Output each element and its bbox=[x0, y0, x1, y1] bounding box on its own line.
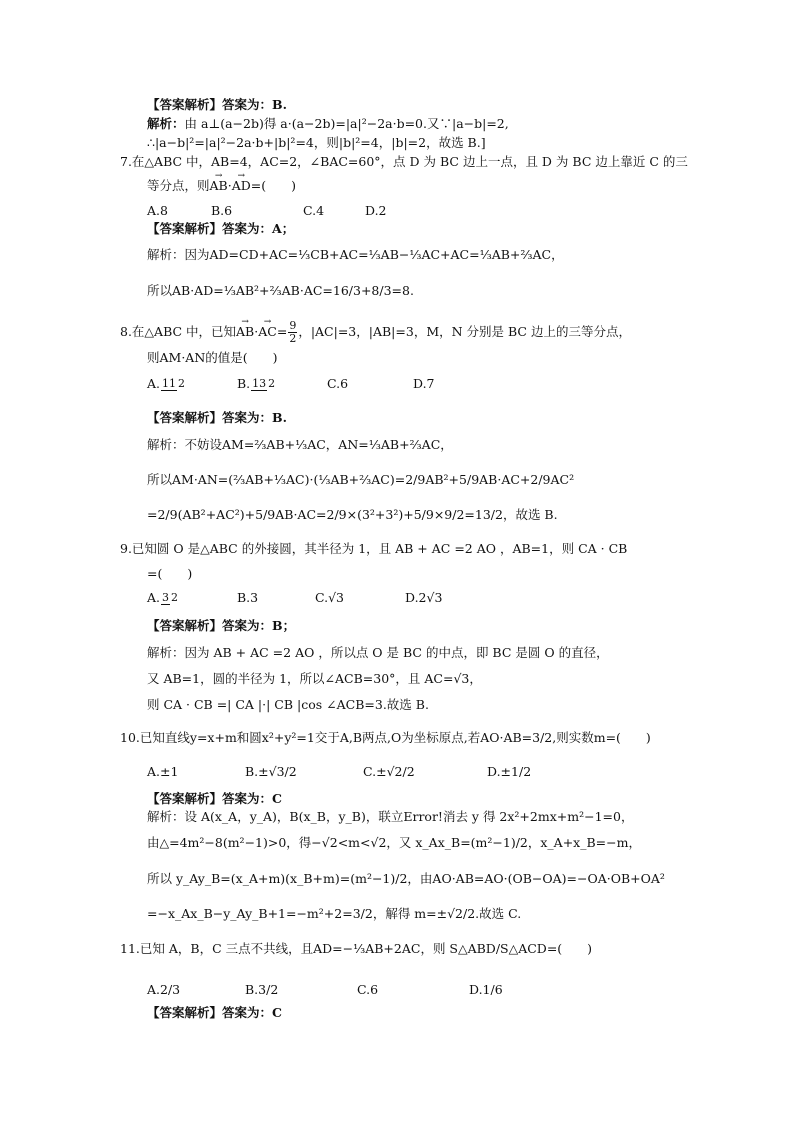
answer-label-q9: 【答案解析】答案为：B； bbox=[147, 618, 296, 633]
solution-line: 解析：因为 AB + AC =2 AO ，所以点 O 是 BC 的中点，即 BC 是圆 O 的直径， bbox=[147, 645, 609, 660]
option-c: C.4 bbox=[303, 203, 325, 218]
option-a: A.2/3 bbox=[147, 982, 181, 997]
option-a bbox=[147, 376, 237, 392]
solution-prefix: 解析： bbox=[147, 116, 185, 131]
question-10-options bbox=[147, 764, 531, 780]
option-b: B.3 bbox=[237, 590, 259, 605]
solution-line bbox=[147, 116, 509, 132]
dot-operator: · bbox=[227, 178, 232, 193]
question-9-stem-cont: =( ) bbox=[147, 566, 193, 581]
numerator: 11 bbox=[162, 377, 177, 390]
answer-label-q11: 【答案解析】答案为：C bbox=[147, 1005, 282, 1020]
numerator: 13 bbox=[252, 377, 267, 390]
option-d: D.2 bbox=[365, 203, 387, 218]
option-d: D.2√3 bbox=[405, 590, 443, 605]
fraction bbox=[251, 378, 276, 391]
option-b bbox=[237, 376, 327, 392]
denominator: 2 bbox=[178, 377, 186, 390]
question-10-stem: 10.已知直线y=x+m和圆x²+y²=1交于A,B两点,O为坐标原点,若AO·AB=3/2,则实数m=( ) bbox=[120, 730, 651, 745]
option-label: B. bbox=[237, 376, 251, 391]
question-8-stem-cont: 则AM·AN的值是( ) bbox=[147, 350, 278, 365]
stem-text: 8.在△ABC 中，已知 bbox=[120, 324, 237, 339]
option-label: A. bbox=[147, 590, 161, 605]
vector-ac: → AC bbox=[258, 324, 277, 340]
denominator: 2 bbox=[268, 377, 276, 390]
stem-text: 等分点，则 bbox=[147, 178, 210, 193]
question-7-stem-cont bbox=[147, 178, 296, 194]
answer-label-q8: 【答案解析】答案为：B. bbox=[147, 410, 287, 425]
solution-line: 由△=4m²−8(m²−1)>0，得−√2<m<√2，又 x_Ax_B=(m²−1)/2，x_A+x_B=−m， bbox=[147, 835, 641, 850]
solution-line: 所以AB·AD=⅓AB²+⅔AB·AC=16/3+8/3=8. bbox=[147, 283, 414, 298]
question-11-stem: 11.已知 A，B，C 三点不共线，且AD=−⅓AB+2AC，则 S△ABD/S△ACD=( ) bbox=[120, 941, 593, 956]
option-c: C.6 bbox=[357, 982, 379, 997]
answer-label-q10: 【答案解析】答案为：C bbox=[147, 791, 282, 806]
option-label: A. bbox=[147, 376, 161, 391]
solution-line: 又 AB=1，圆的半径为 1，所以∠ACB=30°，且 AC=√3， bbox=[147, 671, 482, 686]
question-11-options bbox=[147, 982, 503, 998]
answer-label-q7: 【答案解析】答案为：A； bbox=[147, 221, 295, 236]
fraction bbox=[161, 378, 186, 391]
option-a bbox=[147, 590, 237, 606]
solution-line: 解析：因为AD=CD+AC=⅓CB+AC=⅓AB−⅓AC+AC=⅓AB+⅔AC， bbox=[147, 247, 564, 262]
option-d: D.7 bbox=[413, 376, 435, 391]
dot-operator: · bbox=[254, 324, 259, 339]
option-b: B.6 bbox=[211, 203, 233, 218]
option-d: D.±1/2 bbox=[487, 764, 532, 779]
solution-line: 则 CA · CB =| CA |·| CB |cos ∠ACB=3.故选 B. bbox=[147, 697, 429, 712]
question-7-stem: 7.在△ABC 中，AB=4，AC=2，∠BAC=60°，点 D 为 BC 边上一点，且 D 为 BC 边上靠近 C 的三 bbox=[120, 154, 688, 169]
denominator: 2 bbox=[289, 332, 297, 345]
solution-line: 所以AM·AN=(⅔AB+⅓AC)·(⅓AB+⅔AC)=2/9AB²+5/9AB·AC+2/9AC² bbox=[147, 472, 575, 487]
option-c: C.±√2/2 bbox=[363, 764, 415, 779]
option-d: D.1/6 bbox=[469, 982, 503, 997]
stem-text: =( ) bbox=[250, 178, 297, 193]
solution-line: 所以 y_Ay_B=(x_A+m)(x_B+m)=(m²−1)/2，由AO·AB=AO·(OB−OA)=−OA·OB+OA² bbox=[147, 871, 665, 886]
stem-text: ，|AC|=3，|AB|=3，M，N 分别是 BC 边上的三等分点， bbox=[298, 324, 631, 339]
numerator: 3 bbox=[162, 591, 170, 604]
fraction bbox=[288, 320, 297, 345]
solution-line: 解析：不妨设AM=⅔AB+⅓AC，AN=⅓AB+⅔AC， bbox=[147, 437, 453, 452]
solution-text: 由 a⊥(a−2b)得 a·(a−2b)=|a|²−2a·b=0.又∵|a−b|=2, bbox=[184, 116, 509, 131]
question-9-options bbox=[147, 590, 442, 606]
vector-ab: → AB bbox=[210, 178, 228, 194]
question-9-stem: 9.已知圆 O 是△ABC 的外接圆，其半径为 1，且 AB + AC =2 AO ，AB=1，则 CA · CB bbox=[120, 541, 628, 556]
question-8-options bbox=[147, 376, 435, 392]
solution-line: =2/9(AB²+AC²)+5/9AB·AC=2/9×(3²+3²)+5/9×9/2=13/2，故选 B. bbox=[147, 507, 558, 522]
option-c: C.6 bbox=[327, 376, 349, 391]
option-a: A.±1 bbox=[147, 764, 179, 779]
vector-ad: → AD bbox=[232, 178, 251, 194]
option-b: B.3/2 bbox=[245, 982, 279, 997]
question-8-stem bbox=[120, 320, 631, 345]
solution-line: ∴|a−b|²=|a|²−2a·b+|b|²=4，则|b|²=4，|b|=2，故选 B.] bbox=[147, 135, 486, 150]
denominator: 2 bbox=[171, 591, 179, 604]
solution-line: 解析：设 A(x_A，y_A)，B(x_B，y_B)，联立Error!消去 y 得 2x²+2mx+m²−1=0， bbox=[147, 809, 634, 824]
vector-ab: → AB bbox=[236, 324, 254, 340]
option-c: C.√3 bbox=[315, 590, 345, 605]
stem-text: = bbox=[276, 324, 288, 339]
numerator: 9 bbox=[289, 319, 297, 332]
option-b: B.±√3/2 bbox=[245, 764, 297, 779]
question-7-options bbox=[147, 203, 387, 219]
answer-label-q6: 【答案解析】答案为：B. bbox=[147, 97, 287, 112]
solution-line: =−x_Ax_B−y_Ay_B+1=−m²+2=3/2，解得 m=±√2/2.故选 C. bbox=[147, 906, 522, 921]
option-a: A.8 bbox=[147, 203, 168, 218]
fraction bbox=[161, 592, 179, 605]
